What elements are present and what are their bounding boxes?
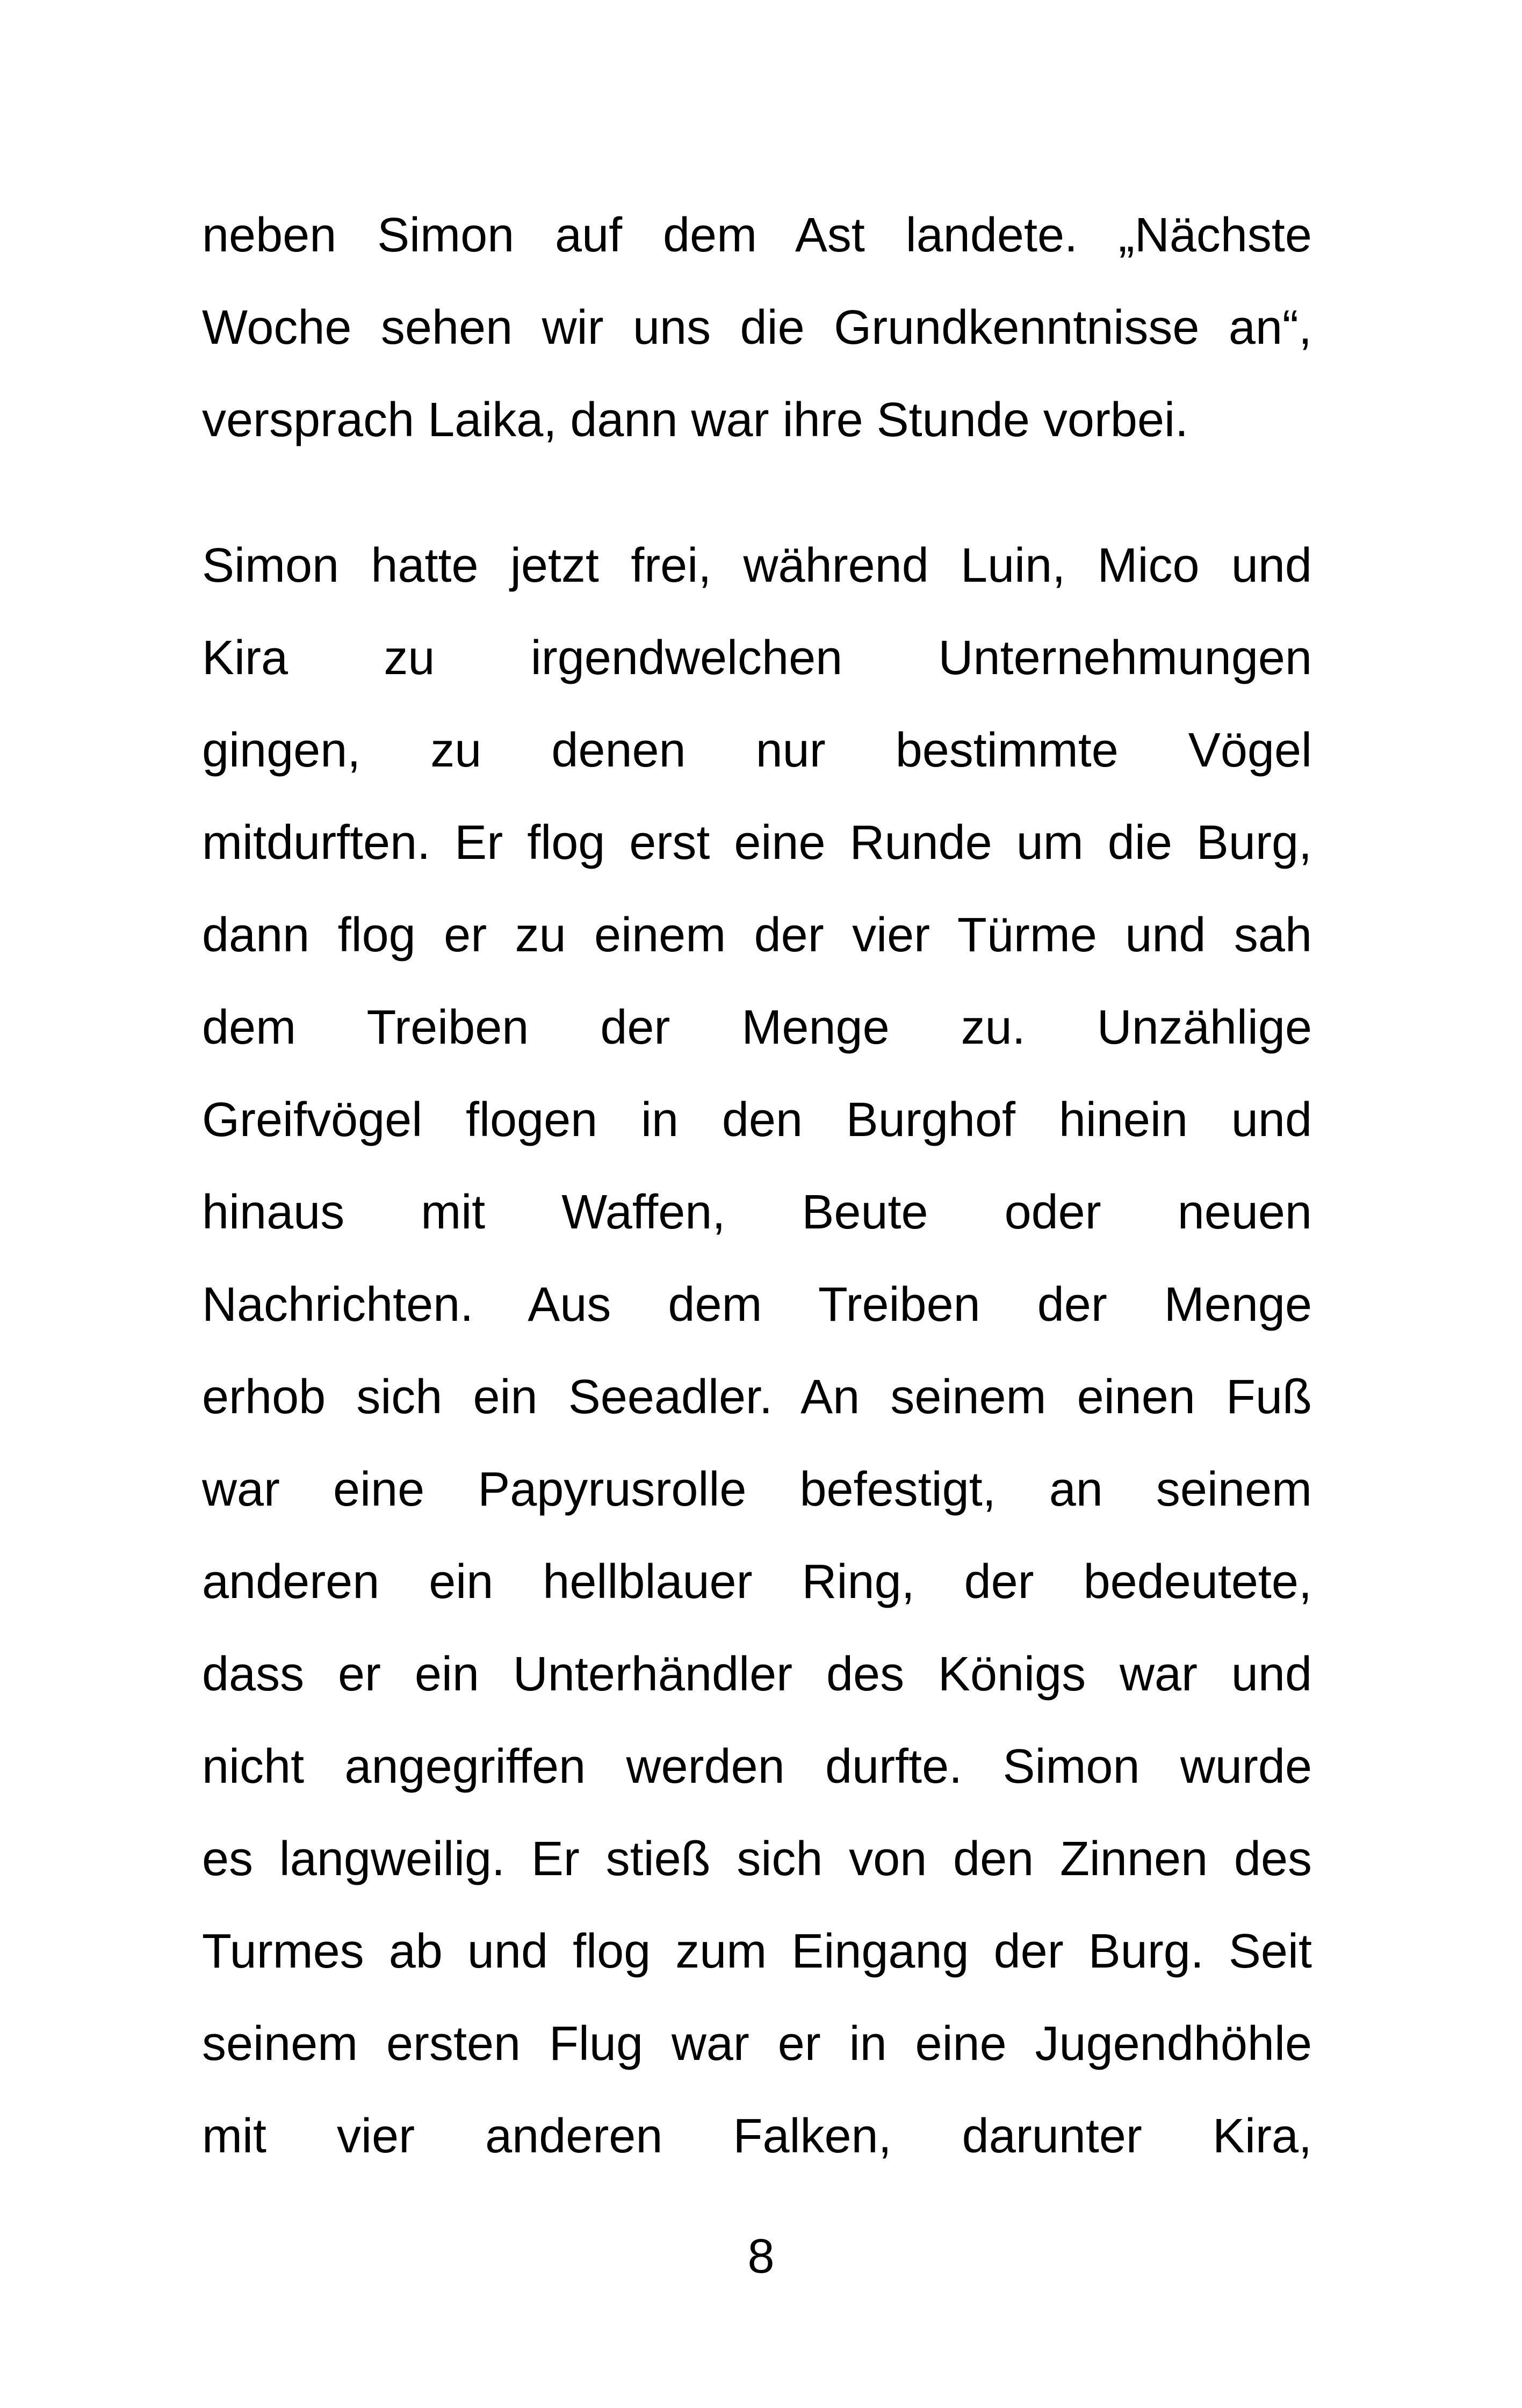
text-line: Turmes ab und flog zum Eingang der Burg. Seit (202, 1925, 1312, 1978)
text-line: war eine Papyrusrolle befestigt, an seinem (202, 1463, 1312, 1516)
text-line: anderen ein hellblauer Ring, der bedeutete, (202, 1555, 1312, 1609)
text-line: dann flog er zu einem der vier Türme und sah (202, 908, 1312, 962)
paragraph-1 (202, 189, 1312, 466)
text-line: dass er ein Unterhändler des Königs war und (202, 1647, 1312, 1701)
text-line: erhob sich ein Seeadler. An seinem einen Fuß (202, 1370, 1312, 1424)
text-line: Simon hatte jetzt frei, während Luin, Mico und (202, 539, 1312, 592)
page-number: 8 (747, 2230, 775, 2283)
text-line: versprach Laika, dann war ihre Stunde vorbei. (202, 393, 1189, 447)
text-line: mit vier anderen Falken, darunter Kira, (202, 2109, 1312, 2163)
text-line: es langweilig. Er stieß sich von den Zinnen des (202, 1832, 1312, 1886)
text-line: dem Treiben der Menge zu. Unzählige (202, 1001, 1312, 1054)
text-line: gingen, zu denen nur bestimmte Vögel (202, 724, 1312, 777)
text-line: Woche sehen wir uns die Grundkenntnisse an“, (202, 301, 1312, 355)
text-line: mitdurften. Er flog erst eine Runde um die Burg, (202, 816, 1312, 870)
text-line: seinem ersten Flug war er in eine Jugendhöhle (202, 2017, 1312, 2071)
text-line: Kira zu irgendwelchen Unternehmungen (202, 631, 1312, 685)
text-line: Greifvögel flogen in den Burghof hinein und (202, 1093, 1312, 1147)
paragraph-2 (202, 519, 1312, 2182)
text-line: neben Simon auf dem Ast landete. „Nächste (202, 208, 1312, 262)
text-line: Nachrichten. Aus dem Treiben der Menge (202, 1278, 1312, 1332)
text-line: hinaus mit Waffen, Beute oder neuen (202, 1185, 1312, 1239)
text-line: nicht angegriffen werden durfte. Simon wurde (202, 1740, 1312, 1794)
